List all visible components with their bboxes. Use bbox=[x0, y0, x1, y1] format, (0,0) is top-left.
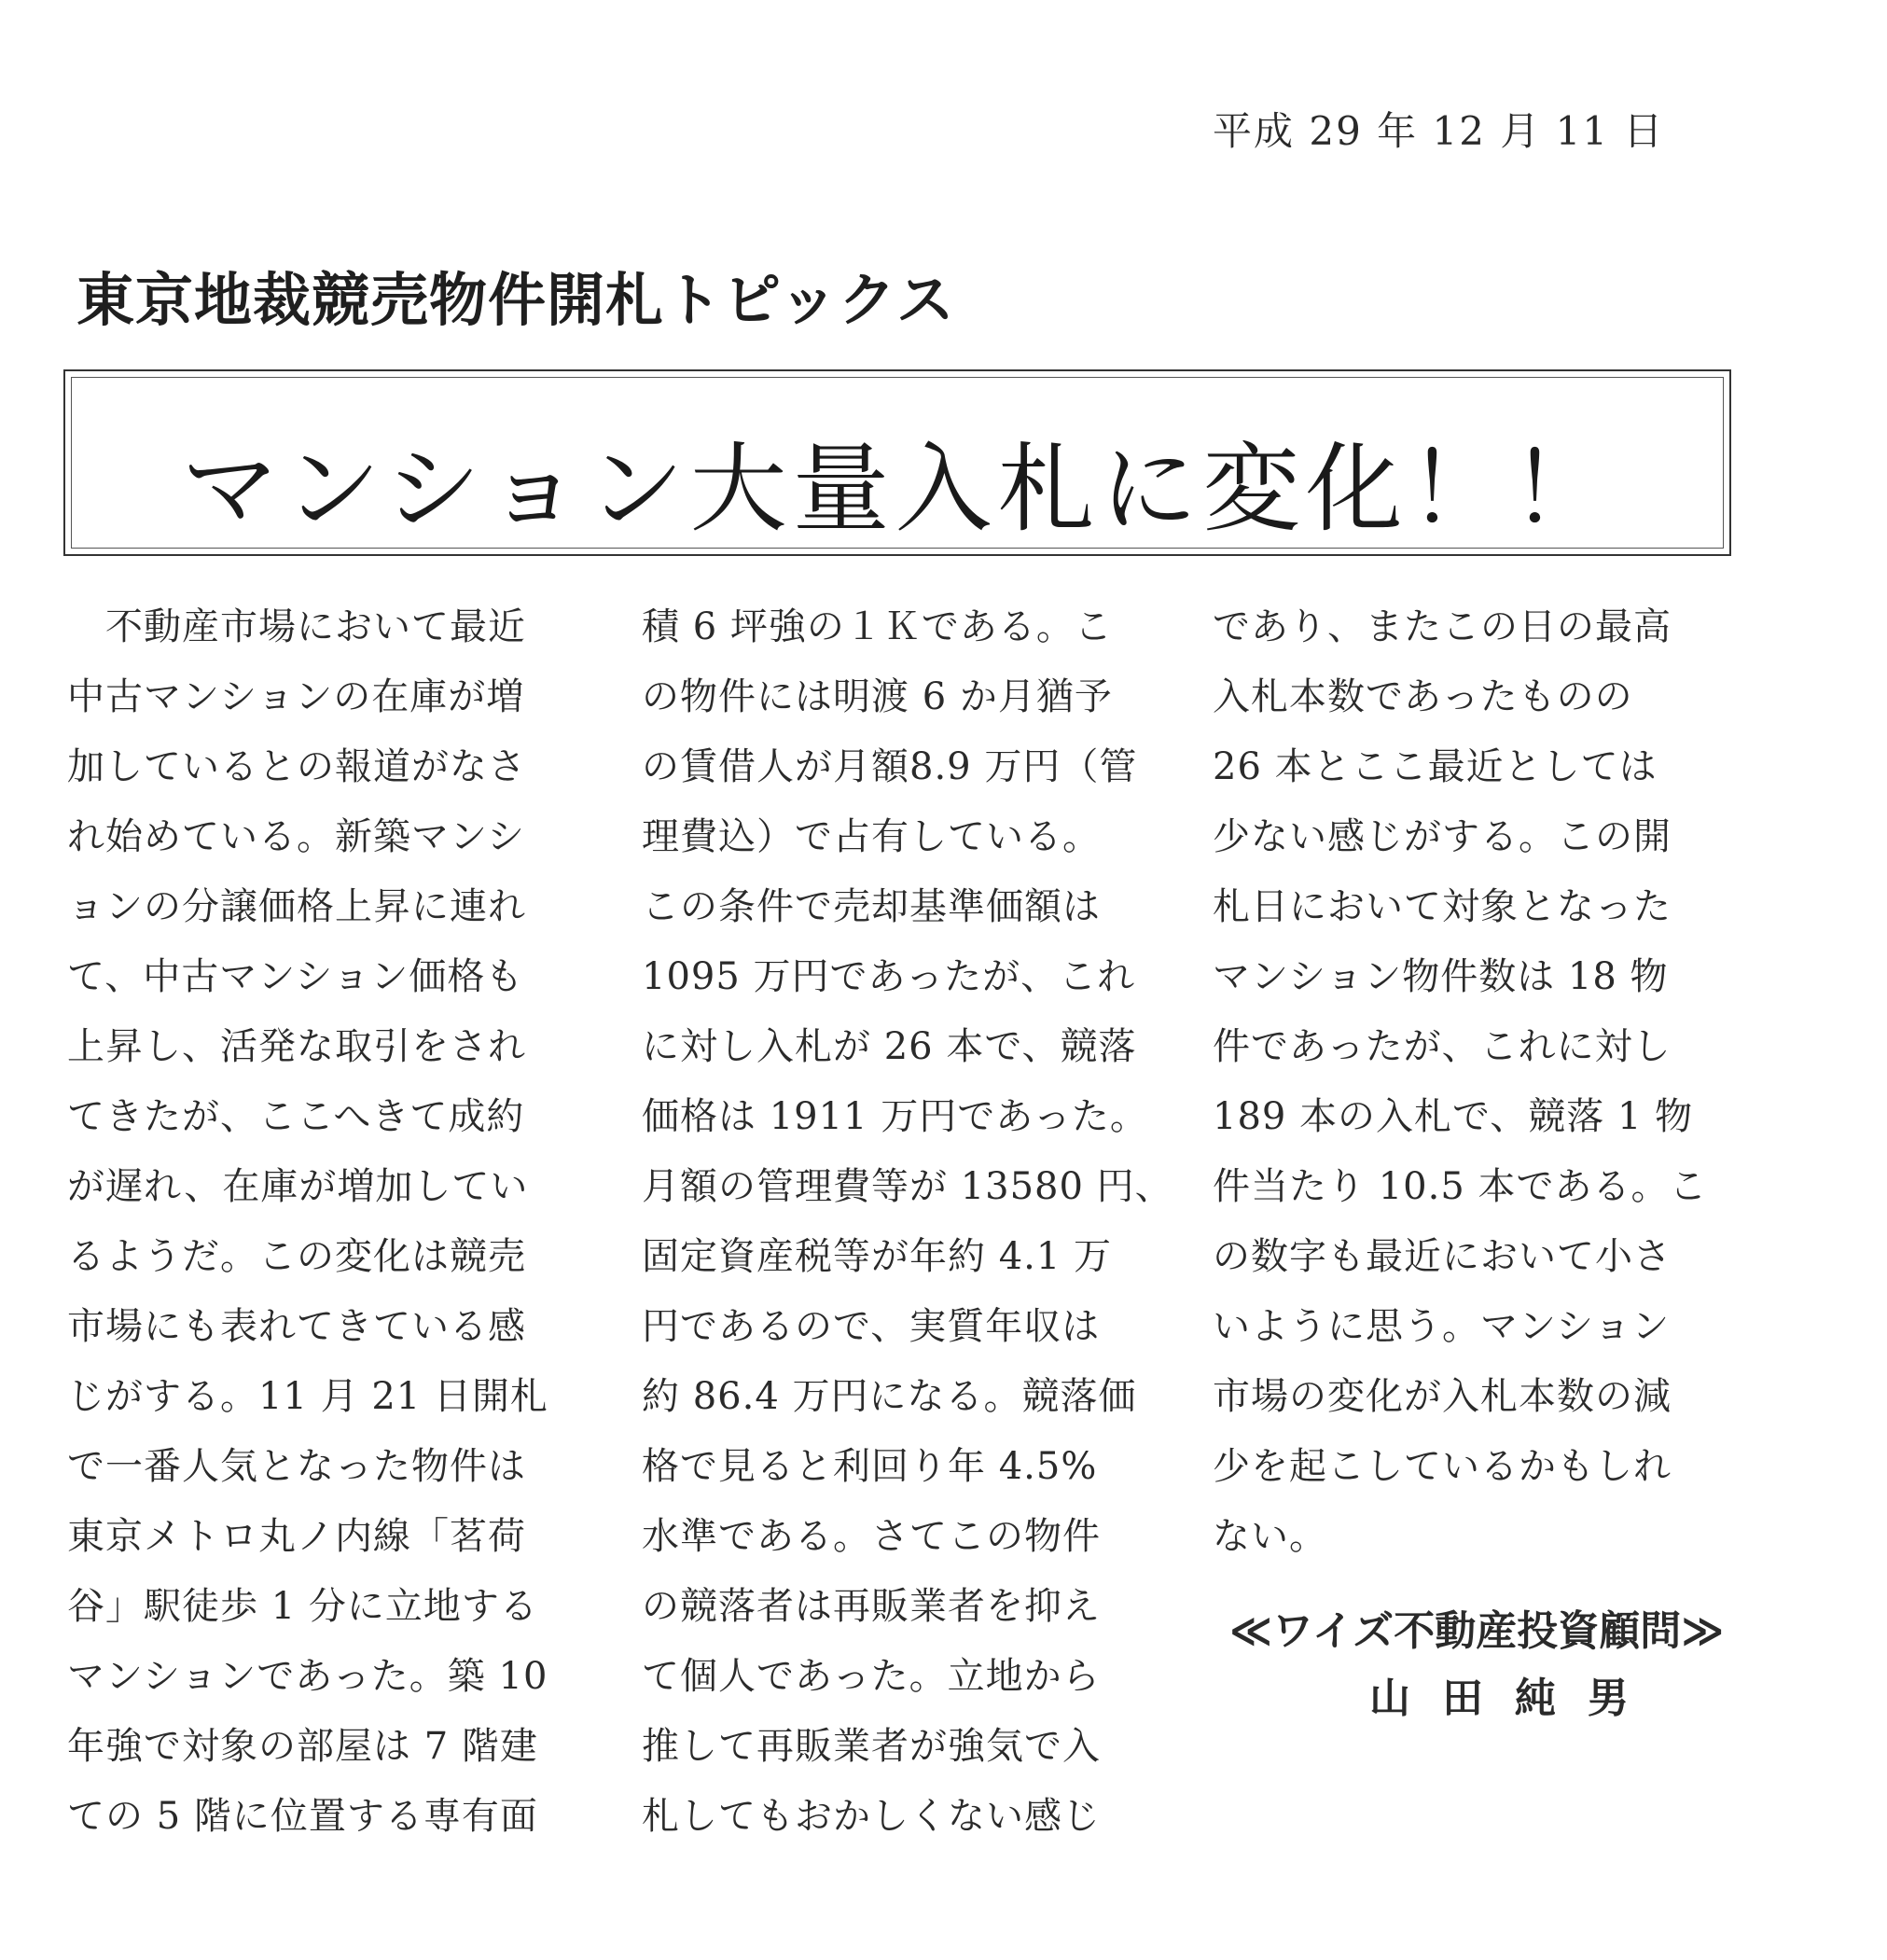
text-line: 札してもおかしくない感じ bbox=[642, 1795, 1101, 1838]
article-column-2 bbox=[642, 592, 1173, 1852]
text-line: 月額の管理費等が 13580 円、 bbox=[642, 1165, 1173, 1208]
text-line: 市場の変化が入札本数の減 bbox=[1213, 1375, 1672, 1418]
text-line: 市場にも表れてきている感 bbox=[67, 1305, 526, 1348]
text-line: 価格は 1911 万円であった。 bbox=[642, 1095, 1148, 1138]
text-line: 中古マンションの在庫が増 bbox=[67, 675, 525, 718]
text-line: この条件で売却基準価額は bbox=[642, 885, 1101, 928]
text-line: 少ない感じがする。この開 bbox=[1213, 815, 1672, 858]
text-line: 円であるので、実質年収は bbox=[642, 1305, 1101, 1348]
text-line: 推して再販業者が強気で入 bbox=[642, 1725, 1101, 1768]
article-column-1 bbox=[67, 592, 571, 1852]
text-line: 不動産市場において最近 bbox=[67, 605, 526, 648]
text-line: 札日において対象となった bbox=[1213, 885, 1672, 928]
text-line: 入札本数であったものの bbox=[1213, 675, 1633, 718]
text-line: 約 86.4 万円になる。競落価 bbox=[642, 1375, 1137, 1418]
text-line: ない。 bbox=[1213, 1515, 1327, 1558]
text-line: が遅れ、在庫が増加してい bbox=[67, 1165, 529, 1208]
text-line: に対し入札が 26 本で、競落 bbox=[642, 1025, 1137, 1068]
text-line: 理費込）で占有している。 bbox=[642, 815, 1101, 858]
text-line: 格で見ると利回り年 4.5% bbox=[642, 1445, 1098, 1488]
text-line: の物件には明渡 6 か月猶予 bbox=[642, 675, 1113, 718]
text-line: てきたが、ここへきて成約 bbox=[67, 1095, 525, 1138]
text-line: で一番人気となった物件は bbox=[67, 1445, 526, 1488]
text-line: 1095 万円であったが、これ bbox=[642, 955, 1136, 998]
document-date: 平成 29 年 12 月 11 日 bbox=[1213, 108, 1665, 154]
text-line: 谷」駅徒歩 1 分に立地する bbox=[67, 1585, 538, 1628]
text-line: 積 6 坪強の１Ｋである。こ bbox=[642, 605, 1113, 648]
text-line: ョンの分譲価格上昇に連れ bbox=[67, 885, 526, 928]
text-line: マンションであった。築 10 bbox=[67, 1655, 548, 1698]
text-line: 189 本の入札で、競落 1 物 bbox=[1213, 1095, 1694, 1138]
author-organization: ≪ワイズ不動産投資顧問≫ bbox=[1229, 1607, 1725, 1655]
text-line: 26 本とここ最近としては bbox=[1213, 745, 1658, 788]
text-line: の数字も最近において小さ bbox=[1213, 1235, 1672, 1278]
author-name: 山田純男 bbox=[1369, 1675, 1660, 1722]
text-line: 年強で対象の部屋は 7 階建 bbox=[67, 1725, 538, 1768]
text-line: 上昇し、活発な取引をされ bbox=[67, 1025, 526, 1068]
text-line: 件当たり 10.5 本である。こ bbox=[1213, 1165, 1708, 1208]
section-title: 東京地裁競売物件開札トピックス bbox=[76, 266, 955, 334]
text-line: の競落者は再販業者を抑え bbox=[642, 1585, 1101, 1628]
text-line: いように思う。マンション bbox=[1213, 1305, 1671, 1348]
text-line: 東京メトロ丸ノ内線「茗荷 bbox=[67, 1515, 526, 1558]
text-line: 件であったが、これに対し bbox=[1213, 1025, 1672, 1068]
text-line: て個人であった。立地から bbox=[642, 1655, 1101, 1698]
text-line: であり、またこの日の最高 bbox=[1213, 605, 1672, 648]
text-line: て、中古マンション価格も bbox=[67, 955, 524, 998]
text-line: じがする。11 月 21 日開札 bbox=[67, 1375, 548, 1418]
headline-frame bbox=[63, 369, 1731, 556]
text-line: ての 5 階に位置する専有面 bbox=[67, 1795, 538, 1838]
text-line: るようだ。この変化は競売 bbox=[67, 1235, 526, 1278]
text-line: 水準である。さてこの物件 bbox=[642, 1515, 1101, 1558]
headline: マンション大量入札に変化！！ bbox=[181, 432, 1614, 546]
text-line: の賃借人が月額8.9 万円（管 bbox=[642, 745, 1138, 788]
text-line: 少を起こしているかもしれ bbox=[1213, 1445, 1672, 1488]
article-column-3 bbox=[1213, 592, 1716, 1572]
text-line: れ始めている。新築マンシ bbox=[67, 815, 525, 858]
text-line: 固定資産税等が年約 4.1 万 bbox=[642, 1235, 1113, 1278]
text-line: 加しているとの報道がなさ bbox=[67, 745, 526, 788]
text-line: マンション物件数は 18 物 bbox=[1213, 955, 1669, 998]
